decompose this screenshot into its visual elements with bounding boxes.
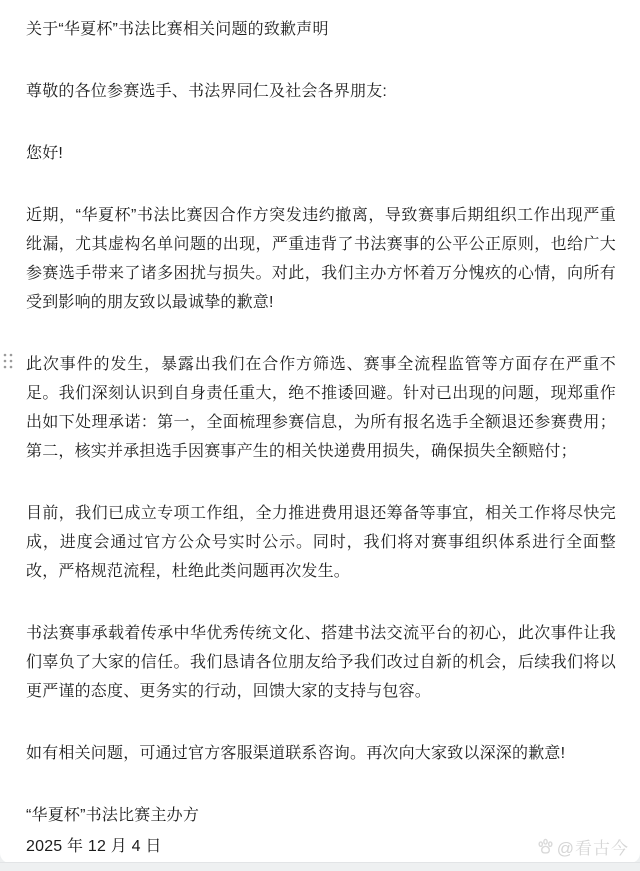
paragraph-drag-handle-icon[interactable] [2,352,14,370]
greeting-line: 您好! [26,145,64,162]
signature-line: “华夏杯”书法比赛主办方 [26,807,200,824]
baidu-paw-icon [536,837,555,856]
paragraph-apology-request: 书法赛事承载着传承中华优秀传统文化、搭建书法交流平台的初心，此次事件让我们辜负了大家的信任。我们恳请各位朋友给予我们改过自新的机会，后续我们将以更严谨的态度、更务实的行动，回馈大家的支持与包容。 [26,625,616,700]
salutation-line: 尊敬的各位参赛选手、书法界同仁及社会各界朋友: [26,83,388,100]
date-line: 2025 年 12 月 4 日 [26,838,162,855]
watermark-text: @看古今 [556,839,629,858]
paragraph-incident: 近期，“华夏杯”书法比赛因合作方突发违约撤离，导致赛事后期组织工作出现严重纰漏，尤其虚构名单问题的出现，严重违背了书法赛事的公平公正原则，也给广大参赛选手带来了诸多困扰与损失。对此，我们主办方怀着万分愧疚的心情，向所有受到影响的朋友致以最诚挚的歉意! [26,207,616,311]
paragraph-progress: 目前，我们已成立专项工作组，全力推进费用退还筹备等事宜，相关工作将尽快完成，进度会通过官方公众号实时公示。同时，我们将对赛事组织体系进行全面整改，严格规范流程，杜绝此类问题再次发生。 [26,505,616,580]
paragraph-contact-closing: 如有相关问题，可通过官方客服渠道联系咨询。再次向大家致以深深的歉意! [26,745,566,762]
page-bottom-gap [0,862,640,871]
watermark [536,834,629,859]
document-title: 关于“华夏杯”书法比赛相关问题的致歉声明 [26,21,329,38]
paragraph-commitments: 此次事件的发生，暴露出我们在合作方筛选、赛事全流程监管等方面存在严重不足。我们深刻认识到自身责任重大，绝不推诿回避。针对已出现的问题，现郑重作出如下处理承诺：第一，全面梳理参赛信息，为所有报名选手全额退还参赛费用；第二，核实并承担选手因赛事产生的相关快递费用损失，确保损失全额赔付； [26,356,616,460]
